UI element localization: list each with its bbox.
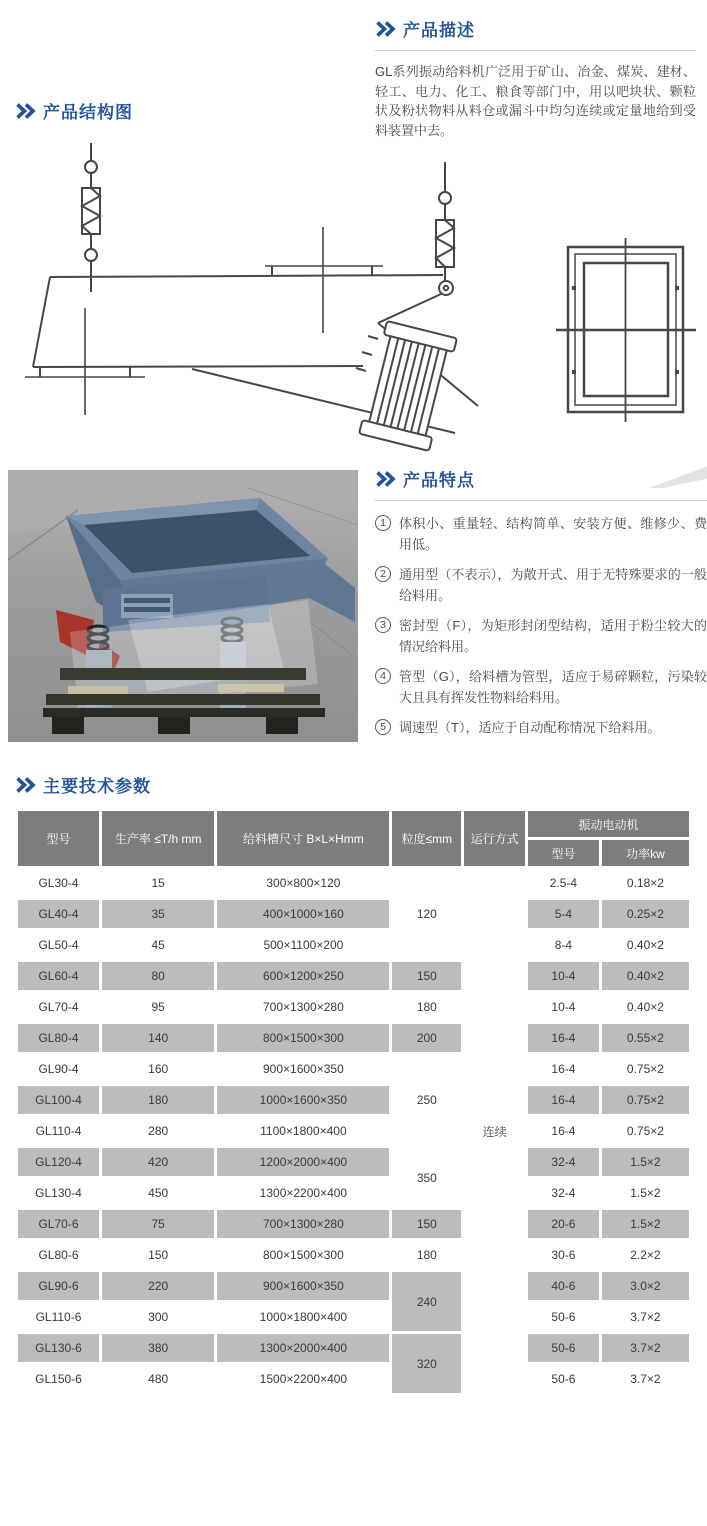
cell-motor-model: 5-4 <box>528 900 599 928</box>
description-title: 产品描述 <box>403 21 475 40</box>
cell-motor-power: 1.5×2 <box>602 1148 689 1176</box>
cell-rate: 450 <box>102 1179 214 1207</box>
col-header-motor-power: 功率kw <box>602 840 689 866</box>
cell-motor-model: 10-4 <box>528 993 599 1021</box>
structure-title: 产品结构图 <box>43 103 133 122</box>
table-row <box>18 1272 689 1300</box>
cell-motor-model: 20-6 <box>528 1210 599 1238</box>
cell-motor-power: 0.40×2 <box>602 931 689 959</box>
cell-rate: 80 <box>102 962 214 990</box>
features-title: 产品特点 <box>403 471 475 490</box>
params-table-body <box>18 869 689 1393</box>
cell-model: GL90-4 <box>18 1055 99 1083</box>
section-features <box>375 466 707 747</box>
parameters-title: 主要技术参数 <box>43 777 151 796</box>
double-chevron-icon <box>375 471 396 487</box>
feature-number: 1 <box>375 515 391 531</box>
cell-motor-power: 0.18×2 <box>602 869 689 897</box>
cell-motor-model: 10-4 <box>528 962 599 990</box>
col-header-model: 型号 <box>18 811 99 866</box>
cell-motor-power: 2.2×2 <box>602 1241 689 1269</box>
cell-motor-model: 32-4 <box>528 1148 599 1176</box>
cell-trough: 1300×2000×400 <box>217 1334 389 1362</box>
description-title-row <box>375 16 696 41</box>
cell-trough: 400×1000×160 <box>217 900 389 928</box>
feature-number: 2 <box>375 566 391 582</box>
cell-model: GL120-4 <box>18 1148 99 1176</box>
cell-trough: 1000×1800×400 <box>217 1303 389 1331</box>
features-list <box>375 513 707 738</box>
cell-trough: 800×1500×300 <box>217 1241 389 1269</box>
cell-motor-power: 0.25×2 <box>602 900 689 928</box>
cell-trough: 900×1600×350 <box>217 1055 389 1083</box>
cell-trough: 1200×2000×400 <box>217 1148 389 1176</box>
corner-decoration <box>639 462 707 488</box>
cell-particle: 200 <box>392 1024 461 1052</box>
table-row <box>18 1148 689 1176</box>
cell-motor-model: 50-6 <box>528 1365 599 1393</box>
cell-motor-power: 0.75×2 <box>602 1055 689 1083</box>
feature-number: 4 <box>375 668 391 684</box>
divider <box>375 50 696 51</box>
cell-model: GL70-6 <box>18 1210 99 1238</box>
cell-motor-power: 1.5×2 <box>602 1179 689 1207</box>
cell-motor-power: 3.7×2 <box>602 1365 689 1393</box>
cell-motor-power: 1.5×2 <box>602 1210 689 1238</box>
feature-item <box>375 513 707 555</box>
table-row <box>18 1086 689 1114</box>
table-row <box>18 962 689 990</box>
cell-rate: 300 <box>102 1303 214 1331</box>
cell-particle: 250 <box>392 1055 461 1145</box>
cell-rate: 480 <box>102 1365 214 1393</box>
feature-text: 通用型（不表示），为敞开式、用于无特殊要求的一般给料用。 <box>399 567 707 603</box>
table-row <box>18 1055 689 1083</box>
cell-motor-model: 2.5-4 <box>528 869 599 897</box>
cell-trough: 700×1300×280 <box>217 1210 389 1238</box>
cell-motor-model: 16-4 <box>528 1086 599 1114</box>
table-row <box>18 1334 689 1362</box>
cell-motor-power: 3.7×2 <box>602 1334 689 1362</box>
cell-rate: 35 <box>102 900 214 928</box>
double-chevron-icon <box>375 21 396 37</box>
cell-model: GL50-4 <box>18 931 99 959</box>
feature-item <box>375 564 707 606</box>
feature-item <box>375 717 707 738</box>
cell-motor-power: 0.40×2 <box>602 962 689 990</box>
cell-rate: 140 <box>102 1024 214 1052</box>
table-row <box>18 869 689 897</box>
motor-drawing <box>359 321 457 451</box>
cell-motor-model: 32-4 <box>528 1179 599 1207</box>
col-header-operation: 运行方式 <box>464 811 525 866</box>
cell-motor-power: 3.0×2 <box>602 1272 689 1300</box>
cell-motor-power: 0.75×2 <box>602 1117 689 1145</box>
cell-particle: 180 <box>392 1241 461 1269</box>
cell-model: GL90-6 <box>18 1272 99 1300</box>
description-body: GL系列振动给料机广泛用于矿山、冶金、煤炭、建材、轻工、电力、化工、粮食等部门中，用以吧块状、颗粒状及粉状物料从料仓或漏斗中均匀连续或定量地给到受料装置中去。 <box>375 64 696 138</box>
section-description <box>375 16 696 140</box>
cell-particle: 150 <box>392 1210 461 1238</box>
cell-rate: 180 <box>102 1086 214 1114</box>
cell-trough: 700×1300×280 <box>217 993 389 1021</box>
cell-motor-model: 50-6 <box>528 1334 599 1362</box>
cell-motor-model: 16-4 <box>528 1117 599 1145</box>
feature-text: 密封型（F），为矩形封闭型结构，适用于粉尘较大的情况给料用。 <box>399 618 707 654</box>
cell-trough: 600×1200×250 <box>217 962 389 990</box>
cell-motor-model: 16-4 <box>528 1055 599 1083</box>
table-row <box>18 931 689 959</box>
cell-motor-model: 8-4 <box>528 931 599 959</box>
cell-rate: 420 <box>102 1148 214 1176</box>
product-photo <box>8 470 358 742</box>
table-row <box>18 1365 689 1393</box>
feature-number: 3 <box>375 617 391 633</box>
cell-particle: 120 <box>392 869 461 959</box>
cell-model: GL40-4 <box>18 900 99 928</box>
table-row <box>18 1179 689 1207</box>
double-chevron-icon <box>15 777 36 793</box>
cell-trough: 1100×1800×400 <box>217 1117 389 1145</box>
cell-trough: 1000×1600×350 <box>217 1086 389 1114</box>
section-parameters <box>15 772 692 1396</box>
cell-motor-model: 40-6 <box>528 1272 599 1300</box>
col-header-trough: 给料槽尺寸 B×L×Hmm <box>217 811 389 866</box>
cell-trough: 1300×2200×400 <box>217 1179 389 1207</box>
section-structure <box>15 98 365 123</box>
cell-particle: 150 <box>392 962 461 990</box>
cell-model: GL80-6 <box>18 1241 99 1269</box>
cell-rate: 220 <box>102 1272 214 1300</box>
col-header-rate: 生产率 ≤T/h mm <box>102 811 214 866</box>
end-view-drawing <box>556 238 696 422</box>
cell-particle: 240 <box>392 1272 461 1331</box>
cell-motor-power: 0.75×2 <box>602 1086 689 1114</box>
double-chevron-icon <box>15 103 36 119</box>
cell-rate: 150 <box>102 1241 214 1269</box>
col-header-motor-group: 振动电动机 <box>528 811 689 837</box>
cell-model: GL110-4 <box>18 1117 99 1145</box>
cell-operation: 连续 <box>464 869 525 1393</box>
cell-rate: 160 <box>102 1055 214 1083</box>
feature-item <box>375 666 707 708</box>
cell-particle: 320 <box>392 1334 461 1393</box>
cell-trough: 800×1500×300 <box>217 1024 389 1052</box>
cell-model: GL60-4 <box>18 962 99 990</box>
table-row <box>18 1241 689 1269</box>
cell-particle: 350 <box>392 1148 461 1207</box>
cell-model: GL110-6 <box>18 1303 99 1331</box>
cell-model: GL130-6 <box>18 1334 99 1362</box>
parameters-table <box>15 808 692 1396</box>
table-row <box>18 1210 689 1238</box>
col-header-motor-model: 型号 <box>528 840 599 866</box>
table-row <box>18 1117 689 1145</box>
feature-number: 5 <box>375 719 391 735</box>
cell-rate: 280 <box>102 1117 214 1145</box>
table-row <box>18 900 689 928</box>
cell-motor-model: 50-6 <box>528 1303 599 1331</box>
structure-title-row <box>15 98 365 123</box>
cell-rate: 95 <box>102 993 214 1021</box>
cell-motor-model: 30-6 <box>528 1241 599 1269</box>
table-row <box>18 1024 689 1052</box>
parameters-title-row <box>15 772 692 797</box>
cell-trough: 900×1600×350 <box>217 1272 389 1300</box>
table-row <box>18 993 689 1021</box>
cell-rate: 15 <box>102 869 214 897</box>
cell-motor-power: 3.7×2 <box>602 1303 689 1331</box>
feature-text: 管型（G），给料槽为管型，适应于易碎颗粒，污染较大且具有挥发性物料给料用。 <box>399 669 707 705</box>
cell-rate: 45 <box>102 931 214 959</box>
feature-text: 体积小、重量轻、结构简单、安装方便、维修少、费用低。 <box>399 516 707 552</box>
cell-rate: 380 <box>102 1334 214 1362</box>
cell-model: GL30-4 <box>18 869 99 897</box>
cell-model: GL70-4 <box>18 993 99 1021</box>
divider <box>375 500 707 501</box>
feature-item <box>375 615 707 657</box>
cell-model: GL130-4 <box>18 1179 99 1207</box>
cell-motor-power: 0.40×2 <box>602 993 689 1021</box>
cell-trough: 1500×2200×400 <box>217 1365 389 1393</box>
cell-particle: 180 <box>392 993 461 1021</box>
col-header-particle: 粒度≤mm <box>392 811 461 866</box>
cell-trough: 500×1100×200 <box>217 931 389 959</box>
table-row <box>18 1303 689 1331</box>
feature-text: 调速型（T），适应于自动配称情况下给料用。 <box>399 720 661 735</box>
cell-motor-model: 16-4 <box>528 1024 599 1052</box>
structure-diagram <box>0 140 707 470</box>
cell-model: GL150-6 <box>18 1365 99 1393</box>
cell-motor-power: 0.55×2 <box>602 1024 689 1052</box>
cell-trough: 300×800×120 <box>217 869 389 897</box>
cell-model: GL100-4 <box>18 1086 99 1114</box>
cell-model: GL80-4 <box>18 1024 99 1052</box>
cell-rate: 75 <box>102 1210 214 1238</box>
